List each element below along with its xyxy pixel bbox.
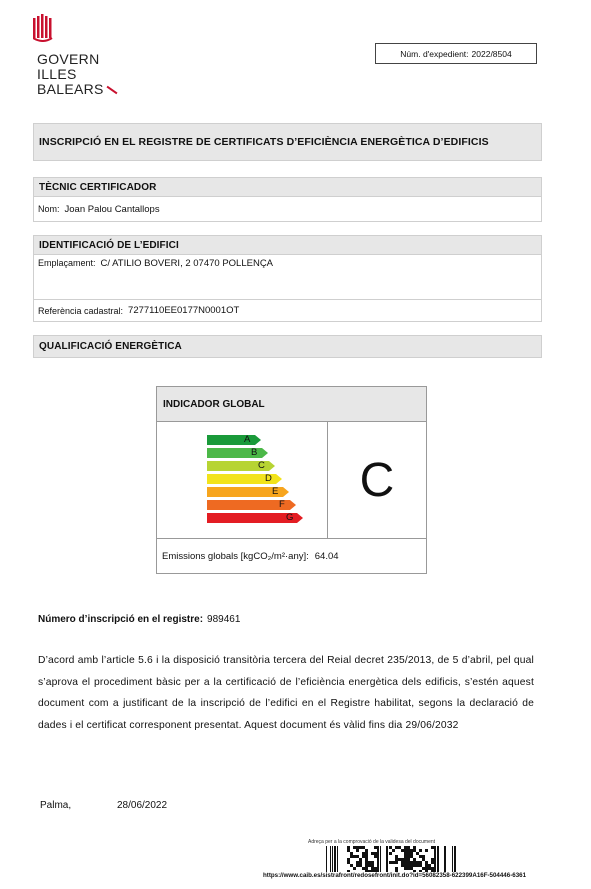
logo-line-1: GOVERN (37, 51, 100, 67)
logo-line-2: ILLES (37, 66, 77, 82)
body-paragraph: D’acord amb l’article 5.6 i la disposició transitòria tercera del Reial decret 235/2013, de 5 d’abril, pel qual s’aprova el procediment bàsic per a la certificació de l’eficiència energètica dels edificis, s’estén aquest document com a justificant de la inscripció de l’edifici en el Registre habilitat, segons la declaració de dades i el certificat corresponent presentat. Aquest document és vàlid fins dia 29/06/2032 (38, 655, 534, 731)
edifici-heading: IDENTIFICACIÓ DE L’EDIFICI (33, 235, 542, 255)
registre-label: Número d’inscripció en el registre: (38, 614, 204, 625)
energy-scale-letter: F (279, 499, 285, 510)
expedient-box (375, 43, 537, 64)
nom-label: Nom: (38, 204, 60, 214)
referencia-row (33, 300, 542, 322)
referencia-label: Referència cadastral: (38, 305, 124, 316)
logo-line-3: BALEARS (37, 81, 104, 97)
energy-rating-letter: C (359, 453, 395, 507)
emissions-value: 64.04 (314, 550, 339, 562)
emissions-row (156, 538, 427, 574)
emplacament-value: C/ ATILIO BOVERI, 2 07470 POLLENÇA (100, 258, 274, 269)
energy-scale-letter: A (244, 434, 251, 445)
expedient-label: Núm. d'expedient: (400, 48, 469, 59)
energy-scale-letter: C (258, 460, 265, 471)
expedient-value: 2022/8504 (471, 48, 512, 59)
document-title: INSCRIPCIÓ EN EL REGISTRE DE CERTIFICATS D’EFICIÈNCIA ENERGÈTICA D’EDIFICIS (33, 123, 542, 161)
registre-value: 989461 (207, 614, 241, 625)
verification-label: Adreça per a la comprovació de la validesa del document (308, 839, 436, 845)
nom-value: Joan Palou Cantallops (64, 203, 160, 215)
emplacament-label: Emplaçament: (38, 258, 96, 268)
emplacament-row (33, 255, 542, 300)
govern-logo-mark-icon (33, 14, 53, 42)
emissions-label: Emissions globals [kgCO₂/m²·any]: (162, 550, 309, 562)
energy-scale-letter: D (265, 473, 272, 484)
energy-scale-letter: G (286, 512, 294, 523)
referencia-value: 7277110EE0177N0001OT (128, 305, 240, 316)
verification-url-link[interactable]: https://www.caib.es/sistrafront/redosefront/init.do?id=56082358-622399A16F-504446-6361 (263, 872, 527, 879)
indicator-global-header: INDICADOR GLOBAL (156, 386, 427, 422)
qualificacio-heading: QUALIFICACIÓ ENERGÈTICA (33, 335, 542, 358)
energy-scale-letter: E (272, 486, 279, 497)
logo-slash-icon (106, 86, 117, 95)
govern-logo-text (37, 52, 118, 97)
energy-scale-letter: B (251, 447, 258, 458)
signature-place: Palma, (40, 800, 72, 811)
verification-barcode-icon (326, 846, 456, 872)
tecnic-heading: TÈCNIC CERTIFICADOR (33, 177, 542, 197)
tecnic-nom-row (33, 197, 542, 222)
registre-line (38, 614, 240, 625)
energy-rating-cell (327, 421, 427, 539)
energy-scale-cell (156, 421, 328, 539)
signature-date: 28/06/2022 (117, 800, 168, 811)
